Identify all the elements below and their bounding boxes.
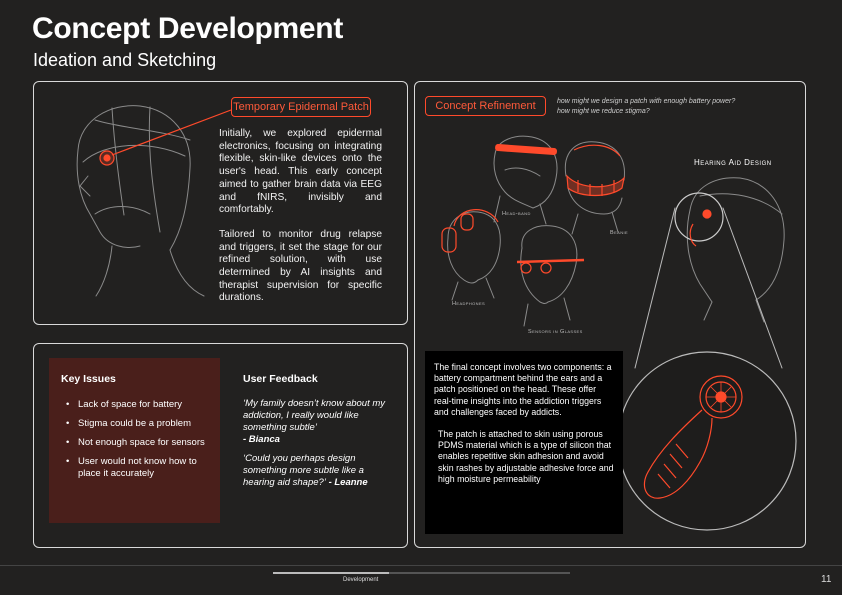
question-2: how might we reduce stigma? [557,107,650,115]
quote-author: - Leanne [328,477,368,488]
patch-paragraph-1: Initially, we explored epidermal electronics, focusing on integrating flexible, skin-like devices onto the user's head. This early concept aimed to gather brain data via EEG and fNIRS, invisibly and comfortably. [219,128,382,216]
label-sensors-in-glasses: Sensors in Glasses [528,329,583,335]
zoom-circle-small [675,193,723,241]
patch-description [219,128,382,305]
tag-concept-refinement: Concept Refinement [425,96,546,116]
list-item: • User would not know how to place it accurately [61,456,208,480]
page-title: Concept Development [32,12,344,45]
head-sketch-patch [77,106,204,296]
final-paragraph-1: The final concept involves two components: a battery compartment behind the ears and a patch positioned on the head. These offer real-time insights into the addiction triggers and challenges faced by addicts. [434,362,612,417]
list-item: • Not enough space for sensors [61,437,208,449]
feedback-quote [243,398,393,446]
quote-text: ‘My family doesn’t know about my addiction, I really would like something subtle’ [243,398,386,433]
section-progress-bar [273,572,570,574]
question-1: how might we design a patch with enough battery power? [557,98,736,105]
quote-text: ‘Could you perhaps design something more subtle like a hearing aid shape?’ [243,453,364,488]
label-beanie: Beanie [610,230,629,236]
patch-paragraph-2: Tailored to monitor drug relapse and triggers, it set the stage for our refined solution, with use determined by AI insights and therapist supervision for specific durations. [219,228,382,304]
key-issues-list [61,399,208,480]
list-item: • Lack of space for battery [61,399,208,411]
label-head-band: Head-band [502,211,531,217]
head-sketch-headphones [448,212,501,300]
key-issues-title: Key Issues [61,373,116,385]
zoom-circle-large [618,352,796,530]
feedback-quote [243,453,393,489]
user-feedback [243,373,393,496]
footer-divider [0,565,842,566]
tag-temporary-epidermal-patch: Temporary Epidermal Patch [231,97,371,117]
page-number: 11 [821,574,832,585]
key-issues-box [49,358,220,523]
list-item: • Stigma could be a problem [61,418,208,430]
label-hearing-aid-design: Hearing Aid Design [694,158,772,167]
head-sketch-hearing-aid [687,178,784,322]
progress-fill [273,572,389,574]
label-headphones: Headphones [452,301,486,307]
user-feedback-title: User Feedback [243,373,318,385]
design-questions [557,97,735,116]
head-sketch-glasses [521,226,577,326]
final-concept-box [425,351,623,534]
page-subtitle: Ideation and Sketching [33,50,217,70]
footer-section-label: Development [343,577,379,583]
quote-author: - Bianca [243,434,280,445]
final-paragraph-2: The patch is attached to skin using porous PDMS material which is a type of silicon that enables repetitive skin adhesion and avoid skin rashes by adjustable adhesive force and high moisture permeability [438,429,614,484]
